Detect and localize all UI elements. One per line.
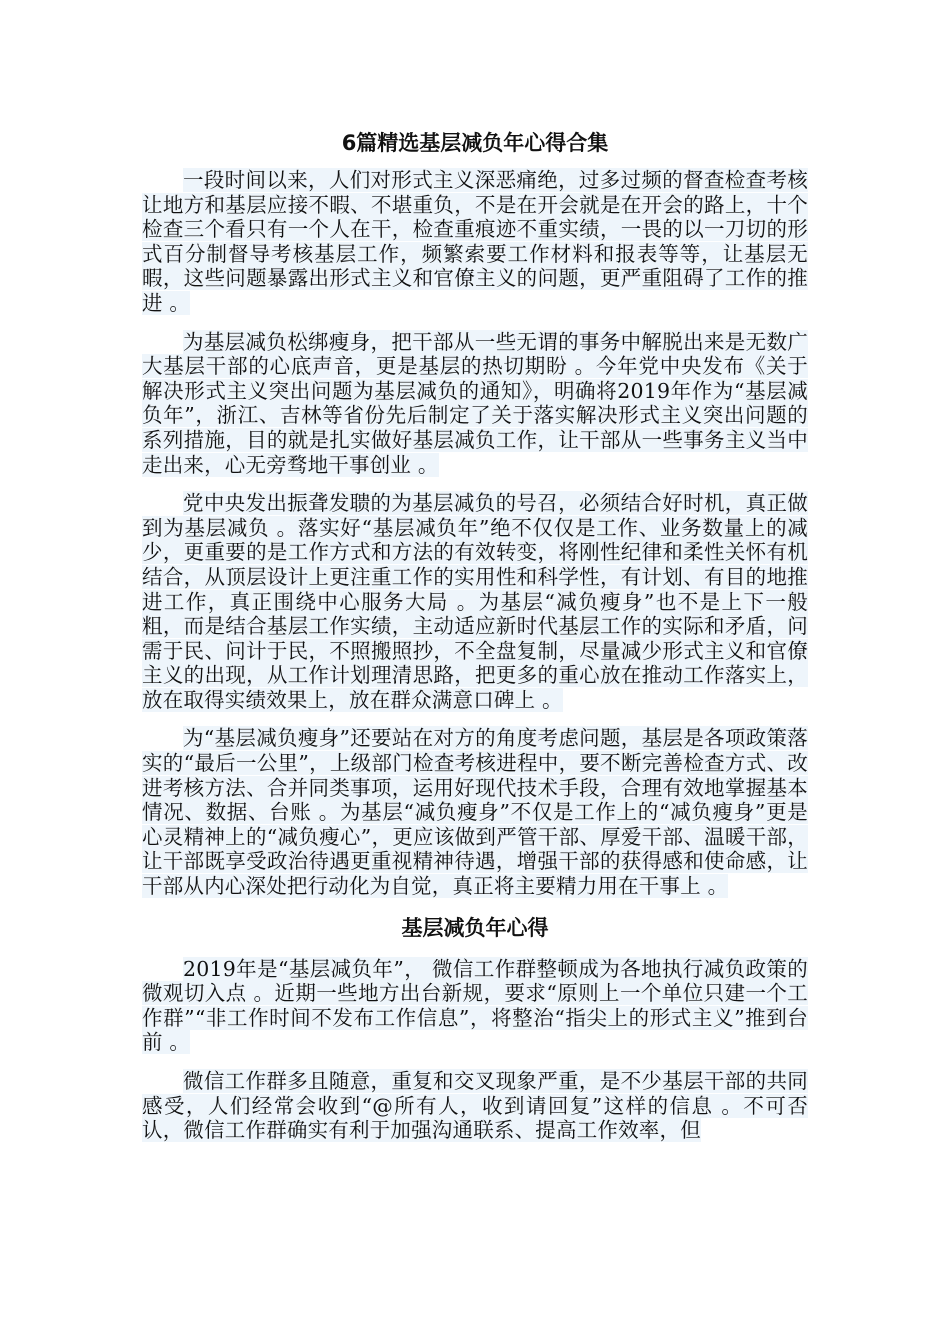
paragraph-2 <box>142 330 808 478</box>
paragraph-4 <box>142 726 808 898</box>
document-title: 6篇精选基层减负年心得合集 <box>341 131 609 155</box>
paragraph-text: 一段时间以来，人们对形式主义深恶痛绝，过多过频的督查检查考核让地方和基层应接不暇、不堪重负，不是在开会就是在开会的路上，十个检查三个看只有一个人在干，检查重痕迹不重实绩，一畏的以一刀切的形式百分制督导考核基层工作，频繁索要工作材料和报表等等，让基层无暇，这些问题暴露出形式主义和官僚主义的问题，更严重阻碍了工作的推进 。 <box>142 168 808 315</box>
paragraph-5 <box>142 957 808 1055</box>
paragraph-text: 党中央发出振聋发聩的为基层减负的号召，必须结合好时机，真正做到为基层减负 。落实好“基层减负年”绝不仅仅是工作、业务数量上的减少，更重要的是工作方式和方法的有效转变，将刚性纪律和柔性关怀有机结合，从顶层设计上更注重工作的实用性和科学性，有计划、有目的地推进工作，真正围绕中心服务大局 。为基层“减负瘦身”也不是上下一般粗，而是结合基层工作实绩，主动适应新时代基层工作的实际和矛盾，问需于民、问计于民，不照搬照抄，不全盘复制，尽量减少形式主义和官僚主义的出现，从工作计划理清思路，把更多的重心放在推动工作落实上，放在取得实绩效果上，放在群众满意口碑上 。 <box>142 491 808 712</box>
paragraph-text: 微信工作群多且随意，重复和交叉现象严重，是不少基层干部的共同感受，人们经常会收到“@所有人，收到请回复”这样的信息 。不可否认，微信工作群确实有利于加强沟通联系、提高工作效率，但 <box>142 1069 808 1143</box>
paragraph-6 <box>142 1069 808 1143</box>
paragraph-1 <box>142 168 808 316</box>
paragraph-text: 为基层减负松绑瘦身，把干部从一些无谓的事务中解脱出来是无数广大基层干部的心底声音，更是基层的热切期盼 。今年党中央发布《关于解决形式主义突出问题为基层减负的通知》，明确将2019年作为“基层减负年”，浙江、吉林等省份先后制定了关于落实解决形式主义突出问题的系列措施，目的就是扎实做好基层减负工作，让干部从一些事务主义当中走出来，心无旁骛地干事创业 。 <box>142 329 808 477</box>
paragraph-text: 2019年是“基层减负年”， 微信工作群整顿成为各地执行减负政策的微观切入点 。近期一些地方出台新规，要求“原则上一个单位只建一个工作群”“非工作时间不发布工作信息”，将整治“指尖上的形式主义”推到台前 。 <box>142 956 808 1055</box>
paragraph-3 <box>142 491 808 712</box>
section-heading: 基层减负年心得 <box>401 915 549 940</box>
paragraph-text: 为“基层减负瘦身”还要站在对方的角度考虑问题，基层是各项政策落实的“最后一公里”，上级部门检查考核进程中，要不断完善检查方式、改进考核方法、合并同类事项，运用好现代技术手段，合理有效地掌握基本情况、数据、台账 。为基层“减负瘦身”不仅是工作上的“减负瘦身”更是心灵精神上的“减负瘦心”，更应该做到严管干部、厚爱干部、温暖干部，让干部既享受政治待遇更重视精神待遇，增强干部的获得感和使命感，让干部从内心深处把行动化为自觉，真正将主要精力用在干事上 。 <box>142 726 808 899</box>
